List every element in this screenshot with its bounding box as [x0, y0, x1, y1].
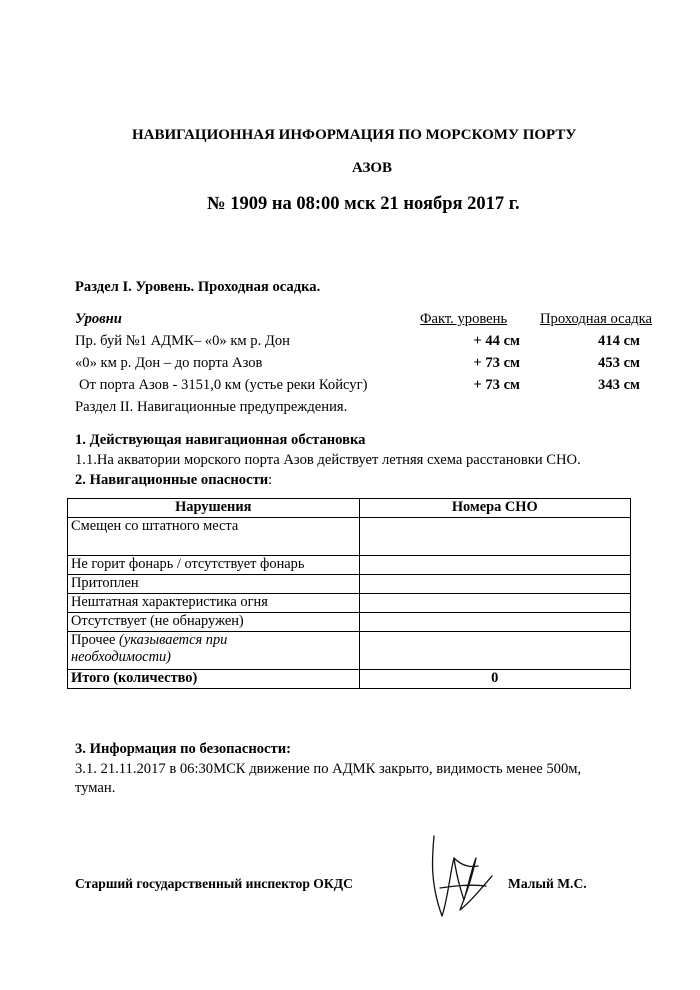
violation-label: Нештатная характеристика огня	[68, 594, 360, 613]
level-row-label: «0» км р. Дон – до порта Азов	[75, 355, 263, 371]
table-total-row	[68, 670, 631, 689]
level-row-draft: 343 см	[598, 377, 640, 393]
violation-label: Отсутствует (не обнаружен)	[68, 613, 360, 632]
sno-numbers-cell	[359, 518, 630, 556]
other-label: Прочее	[71, 632, 120, 648]
port-name: АЗОВ	[352, 160, 393, 176]
levels-column-header: Уровни	[75, 311, 122, 327]
level-row-fact: + 73 см	[473, 377, 520, 393]
violations-column-header: Нарушения	[68, 499, 360, 518]
table-row	[68, 594, 631, 613]
hazards-title	[75, 472, 272, 489]
table-row	[68, 556, 631, 575]
other-note-line1: (указывается при	[119, 632, 228, 648]
fact-level-column-header: Факт. уровень	[420, 311, 508, 327]
signatory-name: Малый М.С.	[508, 876, 587, 891]
level-row-draft: 453 см	[598, 355, 640, 371]
level-row-fact: + 73 см	[473, 355, 520, 371]
total-value: 0	[359, 670, 630, 689]
violation-label: Смещен со штатного места	[68, 518, 360, 556]
section2-heading: Раздел II. Навигационные предупреждения.	[75, 399, 348, 415]
other-note-line2: необходимости)	[71, 649, 171, 665]
violation-label: Не горит фонарь / отсутствует фонарь	[68, 556, 360, 575]
hazards-table	[67, 498, 631, 689]
table-row	[68, 518, 631, 556]
sno-numbers-cell	[359, 613, 630, 632]
current-situation-title: 1. Действующая навигационная обстановка	[75, 432, 366, 448]
handwritten-signature	[420, 828, 500, 928]
table-row	[68, 613, 631, 632]
violation-other-cell	[68, 632, 360, 670]
bulletin-number-date: № 1909 на 08:00 мск 21 ноября 2017 г.	[207, 194, 520, 214]
sno-numbers-cell	[359, 632, 630, 670]
level-row-draft: 414 см	[598, 333, 640, 349]
safety-info-title: 3. Информация по безопасности:	[75, 741, 291, 757]
hazards-title-colon: :	[268, 472, 273, 488]
table-row	[68, 575, 631, 594]
sno-numbers-cell	[359, 594, 630, 613]
passing-draft-column-header: Проходная осадка	[540, 311, 653, 327]
violation-label: Притоплен	[68, 575, 360, 594]
level-row-label: От порта Азов - 3151,0 км (устье реки Койсуг)	[79, 377, 368, 393]
level-row-label: Пр. буй №1 АДМК– «0» км р. Дон	[75, 333, 290, 349]
level-row-fact: + 44 см	[473, 333, 520, 349]
sno-numbers-column-header: Номера СНО	[359, 499, 630, 518]
signatory-position: Старший государственный инспектор ОКДС	[75, 876, 353, 891]
sno-numbers-cell	[359, 556, 630, 575]
hazards-title-text: 2. Навигационные опасности	[75, 472, 269, 488]
current-situation-text: 1.1.На акватории морского порта Азов действует летняя схема расстановки СНО.	[75, 452, 581, 468]
safety-info-line2: туман.	[75, 780, 116, 796]
table-row	[68, 632, 631, 670]
sno-numbers-cell	[359, 575, 630, 594]
total-label: Итого (количество)	[68, 670, 360, 689]
safety-info-line1: 3.1. 21.11.2017 в 06:30МСК движение по АДМК закрыто, видимость менее 500м,	[75, 761, 582, 777]
section1-heading: Раздел I. Уровень. Проходная осадка.	[75, 279, 321, 295]
table-header-row	[68, 499, 631, 518]
document-title: НАВИГАЦИОННАЯ ИНФОРМАЦИЯ ПО МОРСКОМУ ПОРТУ	[132, 127, 577, 143]
